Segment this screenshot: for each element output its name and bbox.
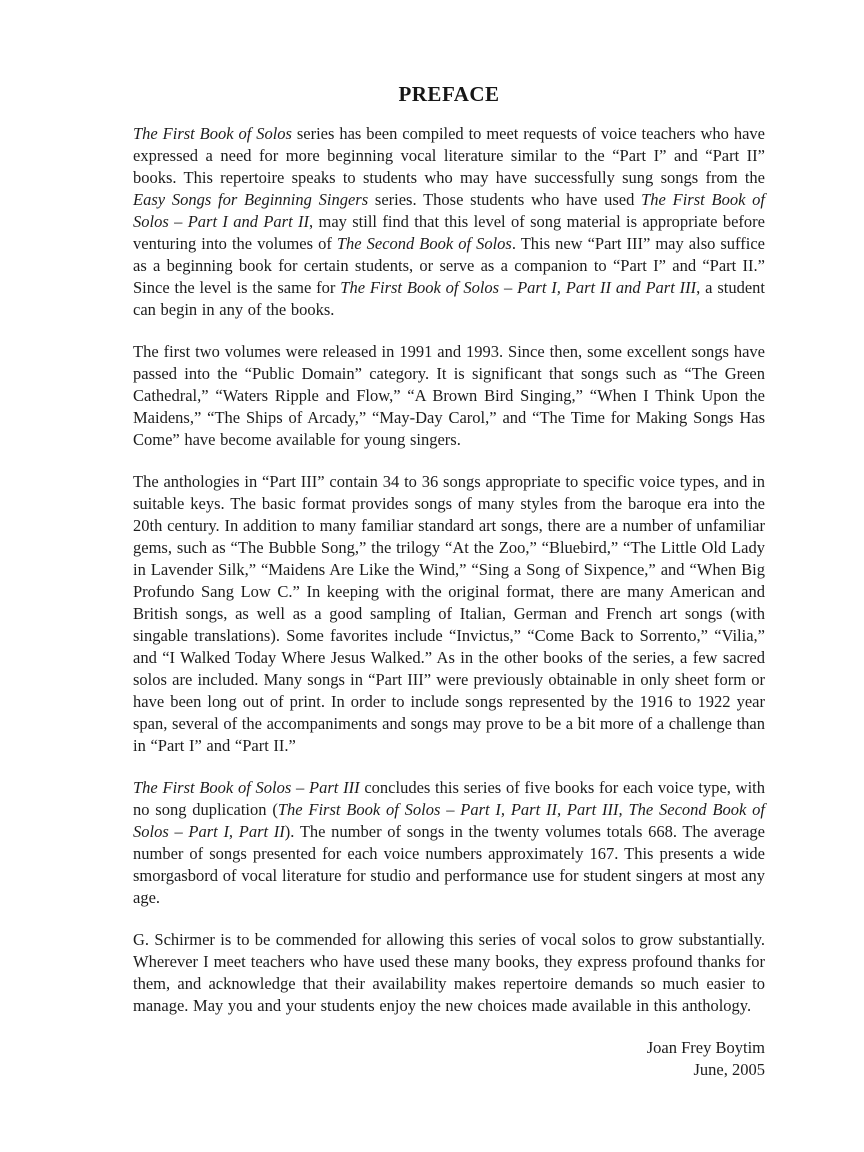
- page-title: PREFACE: [398, 82, 500, 106]
- paragraph-4: The First Book of Solos – Part III concludes this series of five books for each voice type, with no song duplication (The First Book of Solos – Part I, Part II, Part III, The Second Book of Solos – Part I, Part II). The number of songs in the twenty volumes totals 668. The average number of songs presented for each voice numbers approximately 167. This presents a wide smorgasbord of vocal literature for studio and performance use for student singers at most any age.: [133, 778, 765, 907]
- signature-date: June, 2005: [693, 1060, 765, 1079]
- preface-content: [133, 82, 765, 1081]
- paragraph-5: G. Schirmer is to be commended for allowing this series of vocal solos to grow substantially. Wherever I meet teachers who have used these many books, they express profound thanks for them, and acknowledge that their availability makes repertoire demands so much easier to manage. May you and your students enjoy the new choices made available in this anthology.: [133, 930, 765, 1015]
- paragraph-1: The First Book of Solos series has been compiled to meet requests of voice teachers who have expressed a need for more beginning vocal literature similar to the “Part I” and “Part II” books. This repertoire speaks to students who may have successfully sung songs from the Easy Songs for Beginning Singers series. Those students who have used The First Book of Solos – Part I and Part II, may still find that this level of song material is appropriate before venturing into the volumes of The Second Book of Solos. This new “Part III” may also suffice as a beginning book for certain students, or serve as a companion to “Part I” and “Part II.” Since the level is the same for The First Book of Solos – Part I, Part II and Part III, a student can begin in any of the books.: [133, 124, 765, 319]
- signature-name: Joan Frey Boytim: [646, 1038, 765, 1057]
- paragraph-2: The first two volumes were released in 1991 and 1993. Since then, some excellent songs have passed into the “Public Domain” category. It is significant that songs such as “The Green Cathedral,” “Waters Ripple and Flow,” “A Brown Bird Singing,” “When I Think Upon the Maidens,” “The Ships of Arcady,” “May-Day Carol,” and “The Time for Making Songs Has Come” have become available for young singers.: [133, 342, 765, 449]
- paragraph-3: The anthologies in “Part III” contain 34 to 36 songs appropriate to specific voice types, and in suitable keys. The basic format provides songs of many styles from the baroque era into the 20th century. In addition to many familiar standard art songs, there are a number of unfamiliar gems, such as “The Bubble Song,” the trilogy “At the Zoo,” “Bluebird,” “The Little Old Lady in Lavender Silk,” “Maidens Are Like the Wind,” “Sing a Song of Sixpence,” and “When Big Profundo Sang Low C.” In keeping with the original format, there are many American and British songs, as well as a good sampling of Italian, German and French art songs (with singable translations). Some favorites include “Invictus,” “Come Back to Sorrento,” “Vilia,” and “I Walked Today Where Jesus Walked.” As in the other books of the series, a few sacred solos are included. Many songs in “Part III” were previously obtainable in only sheet form or have been long out of print. In order to include songs represented by the 1916 to 1922 year span, several of the accompaniments and songs may prove to be a bit more of a challenge than in “Part I” and “Part II.”: [133, 472, 765, 755]
- signature-block: [133, 1037, 765, 1081]
